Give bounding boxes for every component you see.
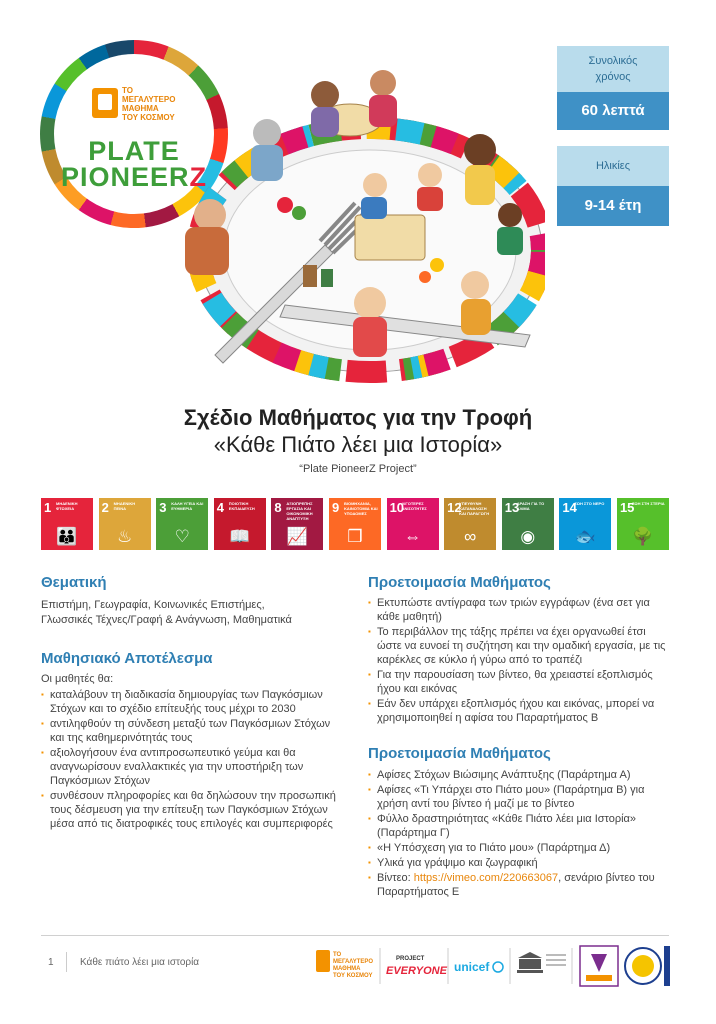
video-link[interactable]: https://vimeo.com/220663067 bbox=[413, 872, 559, 884]
sdg-goal-2 bbox=[99, 498, 151, 550]
people-icon: 👪 bbox=[56, 527, 78, 546]
sdg-goal-10 bbox=[387, 498, 439, 550]
sdg-label: ΖΩΗ ΣΤΗ ΣΤΕΡΙΑ bbox=[631, 501, 665, 506]
ministry-logo-icon bbox=[580, 946, 618, 986]
svg-text:ΜΕΓΑΛΥΤΕΡΟ: ΜΕΓΑΛΥΤΕΡΟ bbox=[333, 959, 374, 965]
sdg-number: 3 bbox=[159, 500, 167, 515]
list-item: ▪ Αφίσες Στόχων Βιώσιμης Ανάπτυξης (Παράρτημα Α) bbox=[368, 768, 670, 782]
sdg-number: 1 bbox=[44, 500, 52, 515]
project-everyone-logo-icon bbox=[386, 956, 448, 977]
list-item-video: ▪ Βίντεο: https://vimeo.com/220663067, σενάριο βίντεο του Παραρτήματος Ε bbox=[368, 871, 670, 899]
svg-text:unicef: unicef bbox=[454, 960, 490, 974]
plate-illustration bbox=[175, 55, 545, 385]
unesco-logo-icon bbox=[517, 952, 566, 973]
sdg-number: 2 bbox=[101, 500, 109, 515]
sdg-label: ΖΩΗ ΣΤΟ ΝΕΡΟ bbox=[574, 501, 605, 506]
lesson-subtitle: «Κάθε Πιάτο λέει μια Ιστορία» bbox=[213, 432, 503, 457]
sdg-label: ΔΡΑΣΗ ΓΙΑ ΤΟ ΚΛΙΜΑ bbox=[516, 501, 545, 511]
sdg-goal-15 bbox=[617, 498, 669, 550]
list-item: ▪ Το περιβάλλον της τάξης πρέπει να έχει οργανωθεί έτσι ώστε να ευνοεί τη συζήτηση και την ομαδική εργασία, με τις καρέκλες σε κύκλο ή γύρω από το τραπέζι bbox=[368, 625, 670, 667]
eye-globe-icon: ◉ bbox=[520, 527, 536, 546]
sdg-number: 13 bbox=[504, 500, 520, 515]
sdg-goal-9 bbox=[329, 498, 381, 550]
sdg-number: 10 bbox=[389, 500, 405, 515]
list-item: ▪ «Η Υπόσχεση για το Πιάτο μου» (Παράρτημα Δ) bbox=[368, 841, 670, 855]
footer-divider bbox=[41, 935, 669, 936]
growth-chart-icon: 📈 bbox=[286, 527, 308, 546]
tree-icon: 🌳 bbox=[632, 527, 654, 546]
heartbeat-icon: ♡ bbox=[174, 527, 190, 546]
worlds-largest-lesson-logo-icon bbox=[316, 950, 373, 979]
sdg-label: ΛΙΓΟΤΕΡΕΣ ΑΝΙΣΟΤΗΤΕΣ bbox=[401, 501, 427, 511]
ages-value: 9-14 έτη bbox=[557, 186, 669, 226]
list-item: ▪ Φύλλο δραστηριότητας «Κάθε Πιάτο λέει μια Ιστορία» (Παράρτημα Γ) bbox=[368, 812, 670, 840]
cubes-icon: ❒ bbox=[347, 527, 363, 546]
bowl-icon: ♨ bbox=[116, 527, 133, 546]
list-item: ▪ Αφίσες «Τι Υπάρχει στο Πιάτο μου» (Παράρτημα Β) για χρήση αντί του βίντεο ή μαζί με το βίντεο bbox=[368, 783, 670, 811]
infinity-icon: ∞ bbox=[464, 527, 477, 546]
svg-text:EVERYONE: EVERYONE bbox=[386, 965, 447, 977]
sdg-number: 15 bbox=[619, 500, 635, 515]
list-item: ▪ Υλικά για γράψιμο και ζωγραφική bbox=[368, 856, 670, 870]
partner-seal-icon bbox=[625, 946, 670, 986]
brand-line-2: PIONEERZ bbox=[60, 162, 208, 192]
sdg-label: ΚΑΛΗ ΥΓΕΙΑ ΚΑΙ ΕΥΗΜΕΡΙΑ bbox=[171, 501, 204, 511]
sdg-number: 9 bbox=[331, 500, 340, 515]
prep-heading-2: Προετοιμασία Μαθήματος bbox=[368, 745, 551, 762]
sdg-goal-3 bbox=[156, 498, 208, 550]
book-icon: 📖 bbox=[229, 527, 251, 546]
sdg-goal-14 bbox=[559, 498, 611, 550]
lesson-title: Σχέδιο Μαθήματος για την Τροφή bbox=[183, 405, 533, 430]
sdg-goal-1 bbox=[41, 498, 93, 550]
outcome-list bbox=[41, 688, 341, 832]
svg-text:PROJECT: PROJECT bbox=[396, 956, 425, 962]
sdg-number: 4 bbox=[216, 500, 225, 515]
prep-list-2 bbox=[368, 768, 670, 900]
partner-logos bbox=[316, 944, 670, 988]
list-item: ▪ Για την παρουσίαση των βίντεο, θα χρειαστεί εξοπλισμός ήχου και εικόνας bbox=[368, 668, 670, 696]
sdg-label: ΜΗΔΕΝΙΚΗ ΠΕΙΝΑ bbox=[113, 501, 136, 511]
sdg-number: 12 bbox=[447, 500, 462, 515]
unicef-logo-icon bbox=[454, 960, 503, 974]
sdg-number: 8 bbox=[274, 500, 282, 515]
sdg-label: ΒΙΟΜΗΧΑΝΙΑ, ΚΑΙΝΟΤΟΜΙΑ ΚΑΙ ΥΠΟΔΟΜΕΣ bbox=[343, 501, 378, 516]
sdg-number: 14 bbox=[562, 500, 577, 515]
svg-text:ΤΟ: ΤΟ bbox=[333, 952, 342, 958]
list-item: ▪ Εκτυπώστε αντίγραφα των τριών εγγράφων (ένα σετ για κάθε μαθητή) bbox=[368, 596, 670, 624]
duration-label: Συνολικός χρόνος bbox=[557, 46, 669, 92]
duration-value: 60 λεπτά bbox=[557, 92, 669, 130]
sdg-goal-4 bbox=[214, 498, 266, 550]
sdg-label: ΠΟΙΟΤΙΚΗ ΕΚΠΑΙΔΕΥΣΗ bbox=[228, 501, 255, 511]
sdg-goal-13 bbox=[502, 498, 554, 550]
prep-list-1 bbox=[368, 596, 670, 726]
svg-text:ΜΑΘΗΜΑ: ΜΑΘΗΜΑ bbox=[333, 966, 361, 972]
worlds-largest-lesson-icon bbox=[92, 88, 118, 118]
list-item: ▪ αξιολογήσουν ένα αντιπροσωπευτικό γεύμα και θα αναγνωρίσουν εναλλακτικές για την υποστήριξη των Παγκόσμιων Στόχων bbox=[41, 746, 341, 788]
prep-heading-1: Προετοιμασία Μαθήματος bbox=[368, 574, 551, 591]
footer-title: Κάθε πιάτο λέει μια ιστορία bbox=[80, 957, 200, 968]
ages-label: Ηλικίες bbox=[557, 146, 669, 186]
sdg-goal-8 bbox=[271, 498, 323, 550]
equality-icon: ⇔ bbox=[404, 527, 422, 546]
list-item: ▪ καταλάβουν τη διαδικασία δημιουργίας των Παγκόσμιων Στόχων και το σχέδιο επίτευξής τους μέχρι το 2030 bbox=[41, 688, 341, 716]
fish-icon: 🐟 bbox=[574, 527, 596, 546]
theme-text: Επιστήμη, Γεωγραφία, Κοινωνικές Επιστήμες, Γλωσσικές Τέχνες/Γραφή & Ανάγνωση, Μαθηματικά bbox=[41, 599, 292, 626]
brand-line-1: PLATE bbox=[88, 136, 180, 166]
page-number: 1 bbox=[48, 957, 54, 968]
worlds-largest-lesson-text: ΤΟ ΜΕΓΑΛΥΤΕΡΟ ΜΑΘΗΜΑ ΤΟΥ ΚΟΣΜΟΥ bbox=[122, 86, 176, 122]
outcome-heading: Μαθησιακό Αποτέλεσμα bbox=[41, 650, 213, 667]
theme-heading: Θεματική bbox=[41, 574, 107, 591]
sdg-label: ΥΠΕΥΘΥΝΗ ΚΑΤΑΝΑΛΩΣΗ ΚΑΙ ΠΑΡΑΓΩΓΗ bbox=[459, 501, 490, 516]
sdg-label: ΑΞΙΟΠΡΕΠΗΣ ΕΡΓΑΣΙΑ ΚΑΙ ΟΙΚΟΝΟΜΙΚΗ ΑΝΑΠΤΥΞΗ bbox=[286, 501, 313, 521]
list-item: ▪ Εάν δεν υπάρχει εξοπλισμός ήχου και εικόνας, μπορεί να χρησιμοποιηθεί η αφίσα του Παραρτήματος Β bbox=[368, 697, 670, 725]
footer-separator bbox=[66, 952, 67, 972]
sdg-goal-12 bbox=[444, 498, 496, 550]
list-item: ▪ αντιληφθούν τη σύνδεση μεταξύ των Παγκόσμιων Στόχων και της καθημερινότητάς τους bbox=[41, 717, 341, 745]
sdg-goals-row bbox=[41, 498, 669, 550]
project-name: “Plate PioneerZ Project” bbox=[299, 463, 417, 475]
outcome-intro: Οι μαθητές θα: bbox=[41, 673, 114, 685]
svg-text:ΤΟΥ ΚΟΣΜΟΥ: ΤΟΥ ΚΟΣΜΟΥ bbox=[333, 973, 373, 979]
sdg-label: ΜΗΔΕΝΙΚΗ ΦΤΩΧΕΙΑ bbox=[56, 501, 78, 511]
list-item: ▪ συνθέσουν πληροφορίες και θα δηλώσουν την προσωπική τους δέσμευση για την επίτευξη των Παγκόσμιων Στόχων μέσα από τις διατροφικές τους επιλογές και συμπεριφορές bbox=[41, 789, 341, 831]
